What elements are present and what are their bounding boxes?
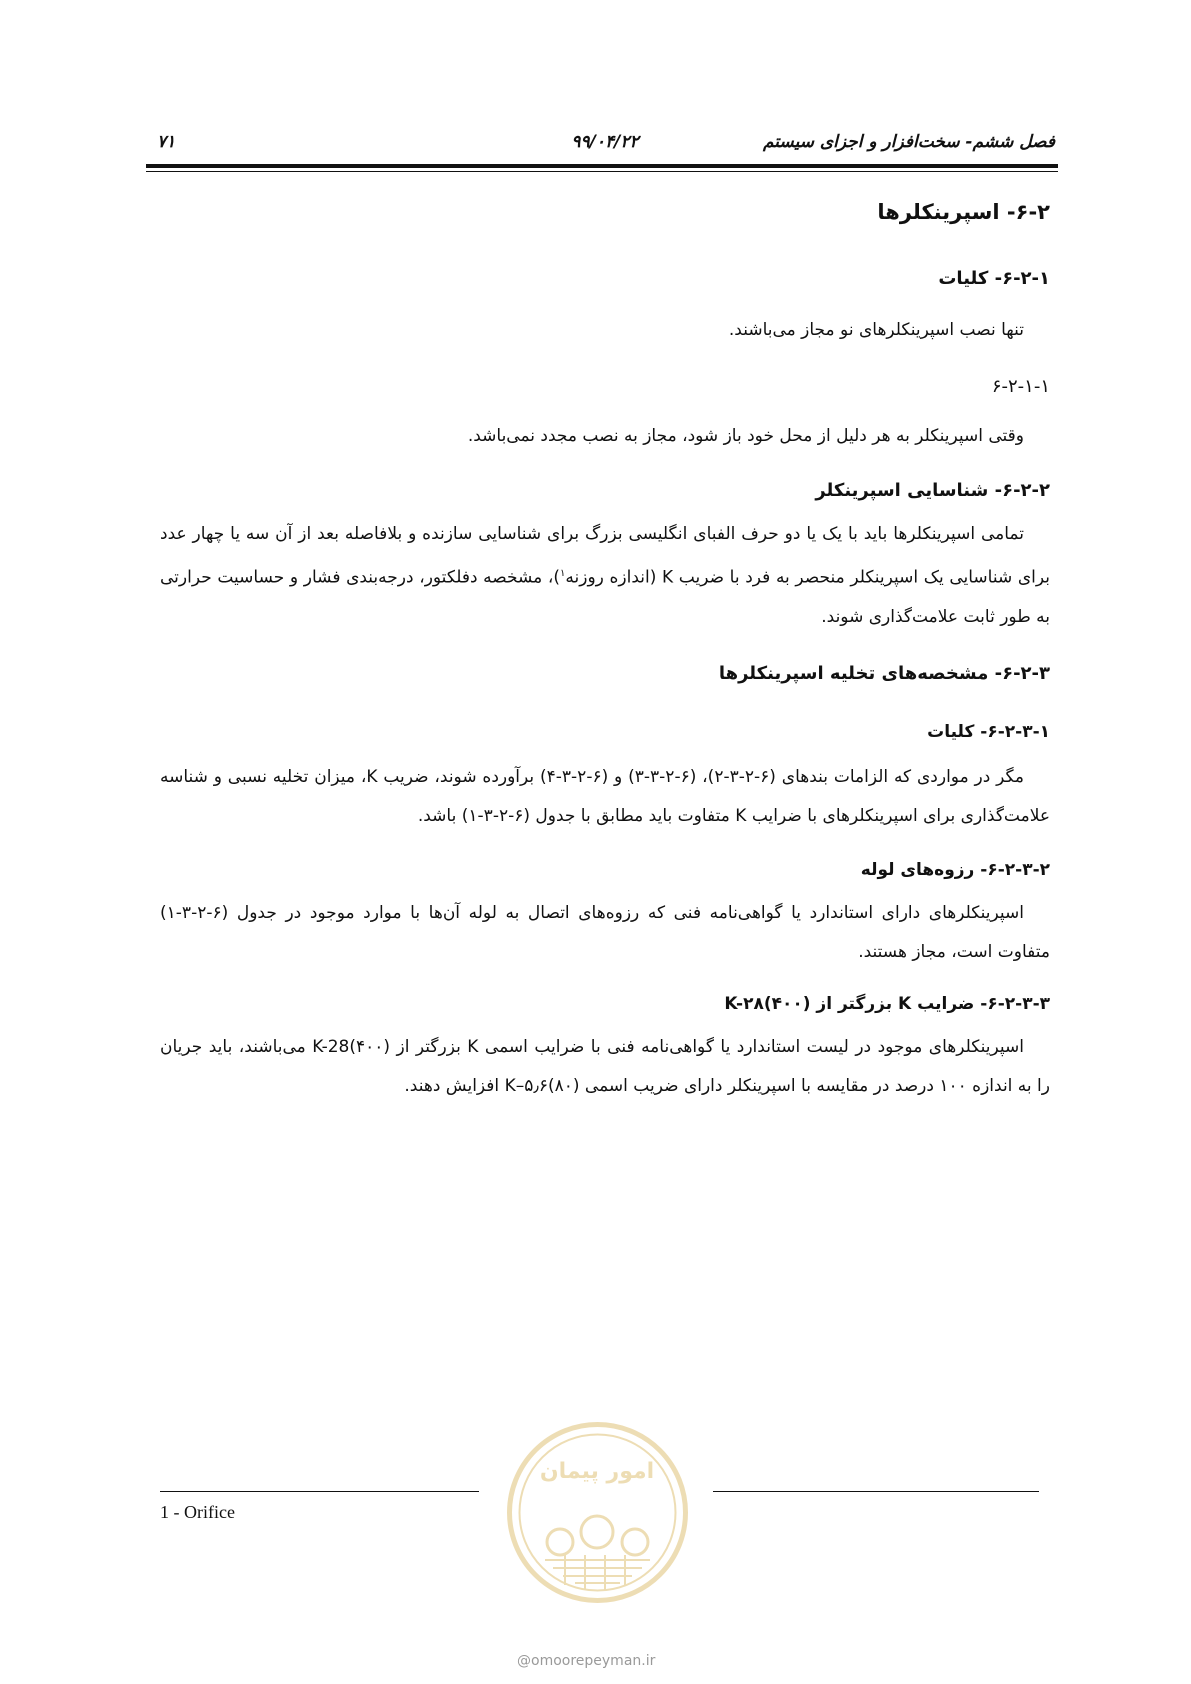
footnote-rule [713, 1491, 1039, 1492]
paragraph-6-2-1: تنها نصب اسپرینکلرهای نو مجاز می‌باشند. [728, 320, 1024, 340]
paragraph-6-2-3-1: مگر در مواردی که الزامات بندهای (۶-۲-۳-۲)، (۶-۲-۳-۳) و (۶-۲-۳-۴) برآورده شوند، ضریب K، میزان تخلیه نسبی و شناسه علامت‌گذاری برای اسپرینکلرهای با ضرایب K متفاوت باید مطابق با جدول (۶-۲-۳-۱) باشد. [160, 766, 1050, 826]
paragraph-6-2-2 [160, 515, 1050, 637]
header-rule-thick [146, 164, 1058, 168]
heading-6-2-3-3: ۶-۲-۳-۳- ضرایب K بزرگتر از K-۲۸(۴۰۰) [724, 993, 1050, 1014]
paragraph-6-2-3-3: اسپرینکلرهای موجود در لیست استاندارد یا گواهی‌نامه فنی با ضرایب اسمی K بزرگتر از K-28(۴۰۰) می‌باشند، باید جریان را به اندازه ۱۰۰ درصد در مقایسه با اسپرینکلر دارای ضریب اسمی K–۵٫۶(۸۰) افزایش دهند. [160, 1036, 1050, 1096]
heading-6-2-1: ۶-۲-۱- کلیات [938, 268, 1050, 289]
watermark-site: @omoorepeyman.ir [517, 1653, 656, 1669]
paragraph-6-2-1-1: وقتی اسپرینکلر به هر دلیل از محل خود باز شود، مجاز به نصب مجدد نمی‌باشد. [467, 426, 1024, 446]
watermark-logo [505, 1420, 690, 1605]
page-header [155, 128, 1055, 158]
heading-6-2: ۶-۲- اسپرینکلرها [877, 200, 1050, 224]
watermark-logo-text: امور پیمان [539, 1459, 655, 1484]
heading-6-2-3: ۶-۲-۳- مشخصه‌های تخلیه اسپرینکلرها [718, 662, 1050, 684]
paragraph-6-2-3-2: اسپرینکلرهای دارای استاندارد یا گواهی‌نامه فنی که رزوه‌های اتصال به لوله آن‌ها با موارد موجود در جدول (۶-۲-۳-۱) متفاوت است، مجاز هستند. [160, 902, 1050, 962]
heading-6-2-3-1: ۶-۲-۳-۱- کلیات [927, 721, 1050, 742]
heading-6-2-1-1: ۶-۲-۱-۱ [991, 376, 1050, 397]
footnote: 1 - Orifice [160, 1502, 235, 1522]
footnote-reference: ۱ [560, 568, 566, 579]
chapter-title: فصل ششم- سخت‌افزار و اجزای سیستم [762, 132, 1055, 152]
header-date: ۹۹/۰۴/۲۲ [571, 132, 639, 152]
page-body [160, 200, 1050, 1106]
footnote-rule [160, 1491, 479, 1492]
paragraph-6-2-2-part-a: تمامی اسپرینکلرها باید با یک یا دو حرف الفبای انگلیسی بزرگ برای شناسایی سازنده و بلافاصله بعد از آن سه یا چهار عدد برای شناسایی یک اسپرینکلر منحصر به فرد با ضریب K (اندازه روزنه [160, 524, 1050, 588]
page-number: ۷۱ [157, 132, 176, 152]
heading-6-2-2: ۶-۲-۲- شناسایی اسپرینکلر [815, 480, 1050, 501]
heading-6-2-3-2: ۶-۲-۳-۲- رزوه‌های لوله [860, 859, 1050, 880]
header-rule-thin [146, 171, 1058, 172]
paragraph-6-2-2-part-b: )، مشخصه دفلکتور، درجه‌بندی فشار و حساسیت حرارتی به طور ثابت علامت‌گذاری شوند. [160, 567, 1050, 627]
